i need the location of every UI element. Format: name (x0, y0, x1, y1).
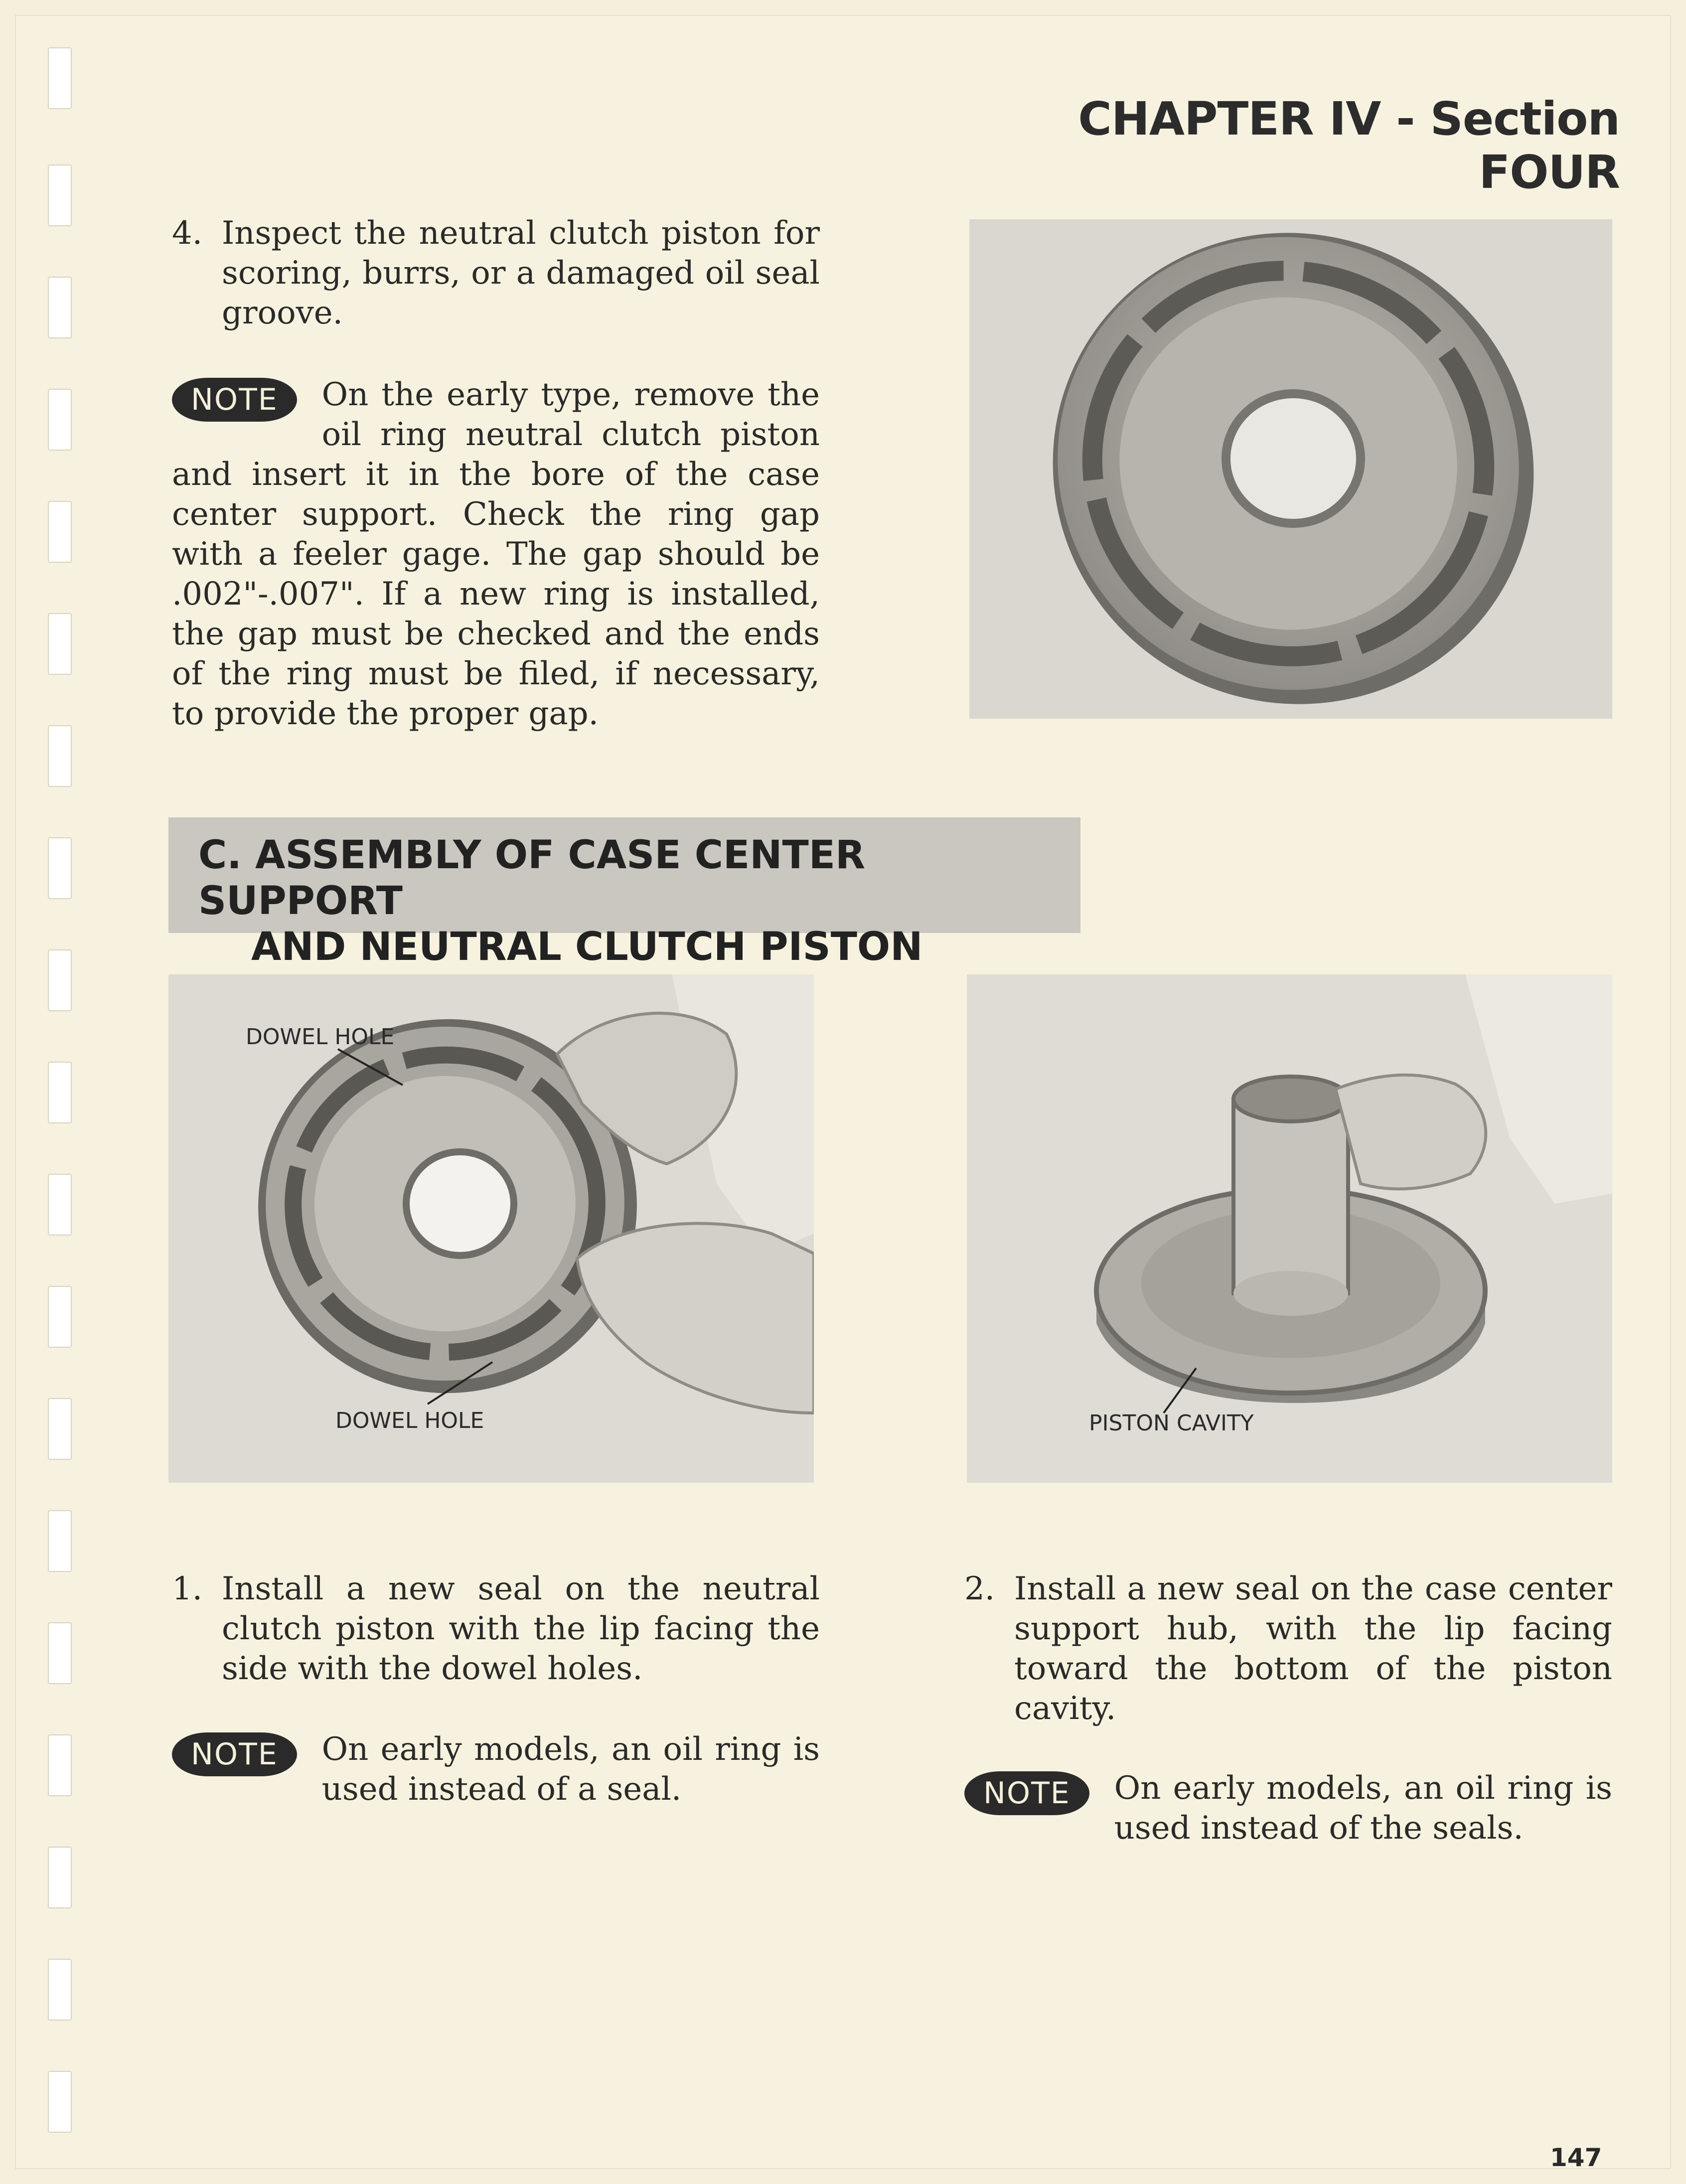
step-number: 2. (964, 1570, 995, 1607)
step-text: Inspect the neutral clutch piston for scoring, burrs, or a damaged oil seal groove. (222, 215, 820, 331)
note-badge: NOTE (964, 1771, 1089, 1815)
step-text: Install a new seal on the neutral clutch piston with the lip facing the side with the dowel holes. (222, 1570, 820, 1687)
neutral-clutch-piston-image (969, 219, 1612, 719)
page-number: 147 (1550, 2143, 1602, 2172)
step-1 (172, 1569, 820, 1689)
note-2 (172, 1729, 820, 1809)
note-1 (172, 375, 820, 734)
step-number: 1. (172, 1570, 203, 1607)
section-heading (168, 817, 1080, 969)
chapter-header: CHAPTER IV - Section FOUR (1078, 92, 1620, 199)
step-4 (172, 213, 820, 333)
dowel-hole-bottom-label: DOWEL HOLE (335, 1408, 484, 1433)
piston-in-hands-image (168, 974, 814, 1483)
step-2 (964, 1569, 1612, 1728)
piston-photo (969, 219, 1612, 719)
step-number: 4. (172, 215, 203, 252)
note-text: On early models, an oil ring is used instead of the seals. (1114, 1770, 1612, 1847)
note-text: On the early type, remove the oil ring neutral clutch piston and insert it in the bore of the case center support. Check the ring gap with a feeler gage. The gap should be .002"-.007". If a new ring is installed, the gap must be checked and the ends of the ring must be filed, if necessary, to provide the proper gap. (172, 376, 820, 732)
piston-dowel-photo (168, 974, 814, 1483)
case-center-support-photo (967, 974, 1612, 1483)
note-badge: NOTE (172, 378, 297, 422)
note-badge: NOTE (172, 1732, 297, 1776)
note-text: On early models, an oil ring is used instead of a seal. (321, 1731, 820, 1808)
note-3 (964, 1768, 1612, 1848)
section-heading-line-2: AND NEUTRAL CLUTCH PISTON (251, 925, 923, 969)
case-center-support-image (967, 974, 1612, 1483)
piston-cavity-label: PISTON CAVITY (1089, 1410, 1254, 1436)
dowel-hole-top-label: DOWEL HOLE (246, 1024, 395, 1050)
section-heading-line-1: C. ASSEMBLY OF CASE CENTER SUPPORT (198, 833, 866, 924)
step-text: Install a new seal on the case center support hub, with the lip facing toward the bottom of the piston cavity. (1014, 1570, 1612, 1727)
binding-holes (0, 0, 90, 2184)
